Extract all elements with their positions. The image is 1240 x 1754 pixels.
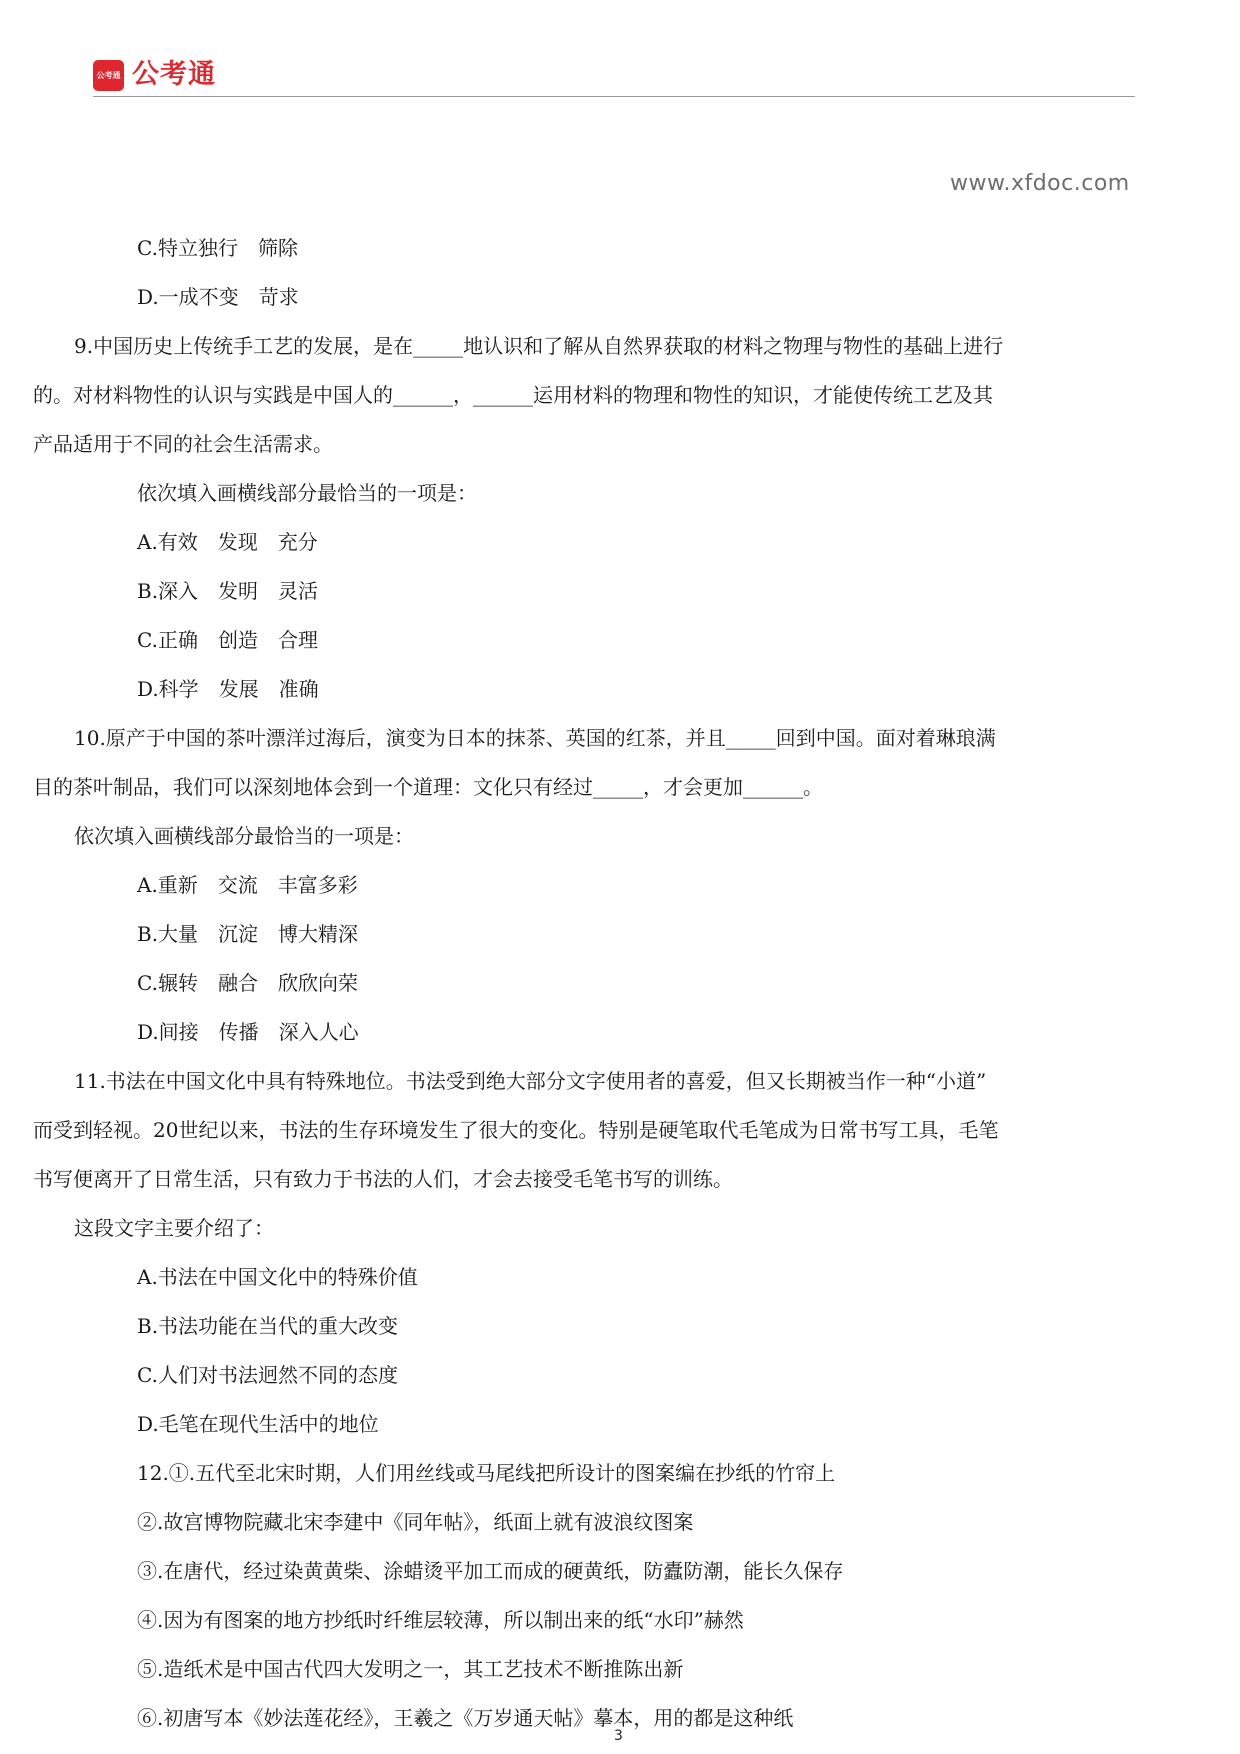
option-line: B.深入 发明 灵活 (137, 579, 319, 603)
option-line: C.辗转 融合 欣欣向荣 (137, 971, 358, 995)
question-line: 10.原产于中国的茶叶漂洋过海后，演变为日本的抹茶、英国的红茶，并且_____回到中国。面对着琳琅满 (74, 726, 996, 750)
sentence-line: ③.在唐代，经过染黄黄柴、涂蜡烫平加工而成的硬黄纸，防蠹防潮，能长久保存 (137, 1559, 844, 1583)
page-number: 3 (614, 1728, 623, 1744)
sentence-line: 12.①.五代至北宋时期，人们用丝线或马尾线把所设计的图案编在抄纸的竹帘上 (137, 1461, 836, 1485)
option-line: C.特立独行 筛除 (137, 236, 298, 260)
brand-name: 公考通 (132, 59, 216, 90)
prompt-line: 依次填入画横线部分最恰当的一项是： (74, 824, 414, 848)
option-line: D.科学 发展 准确 (137, 677, 319, 701)
sentence-line: ②.故宫博物院藏北宋李建中《同年帖》，纸面上就有波浪纹图案 (137, 1510, 694, 1534)
option-line: B.大量 沉淀 博大精深 (137, 922, 359, 946)
sentence-line: ④.因为有图案的地方抄纸时纤维层较薄，所以制出来的纸“水印”赫然 (137, 1608, 744, 1632)
option-line: A.重新 交流 丰富多彩 (137, 873, 358, 897)
sentence-line: ⑤.造纸术是中国古代四大发明之一，其工艺技术不断推陈出新 (137, 1657, 684, 1681)
header (93, 57, 1135, 97)
option-line: D.间接 传播 深入人心 (137, 1020, 359, 1044)
question-line: 目的茶叶制品，我们可以深刻地体会到一个道理：文化只有经过_____，才会更加______。 (33, 775, 823, 799)
prompt-line: 依次填入画横线部分最恰当的一项是： (137, 481, 477, 505)
question-line: 产品适用于不同的社会生活需求。 (33, 432, 333, 456)
option-line: A.书法在中国文化中的特殊价值 (137, 1265, 418, 1289)
logo-icon: 公考通 (93, 60, 124, 91)
question-line: 的。对材料物性的认识与实践是中国人的______，______运用材料的物理和物性的知识，才能使传统工艺及其 (33, 383, 993, 407)
sentence-line: ⑥.初唐写本《妙法莲花经》，王羲之《万岁通天帖》摹本，用的都是这种纸 (137, 1706, 794, 1730)
option-line: B.书法功能在当代的重大改变 (137, 1314, 399, 1338)
option-line: C.正确 创造 合理 (137, 628, 318, 652)
prompt-line: 这段文字主要介绍了： (74, 1216, 274, 1240)
question-line: 11.书法在中国文化中具有特殊地位。书法受到绝大部分文字使用者的喜爱，但又长期被当作一种“小道” (74, 1069, 987, 1093)
question-line: 9.中国历史上传统手工艺的发展，是在_____地认识和了解从自然界获取的材料之物理与物性的基础上进行 (74, 334, 1004, 358)
watermark: www.xfdoc.com (950, 171, 1130, 196)
option-line: D.一成不变 苛求 (137, 285, 299, 309)
header-divider (93, 96, 1135, 97)
option-line: C.人们对书法迥然不同的态度 (137, 1363, 398, 1387)
option-line: A.有效 发现 充分 (137, 530, 318, 554)
option-line: D.毛笔在现代生活中的地位 (137, 1412, 379, 1436)
question-line: 而受到轻视。20世纪以来，书法的生存环境发生了很大的变化。特别是硬笔取代毛笔成为日常书写工具，毛笔 (33, 1118, 999, 1142)
question-line: 书写便离开了日常生活，只有致力于书法的人们，才会去接受毛笔书写的训练。 (33, 1167, 733, 1191)
